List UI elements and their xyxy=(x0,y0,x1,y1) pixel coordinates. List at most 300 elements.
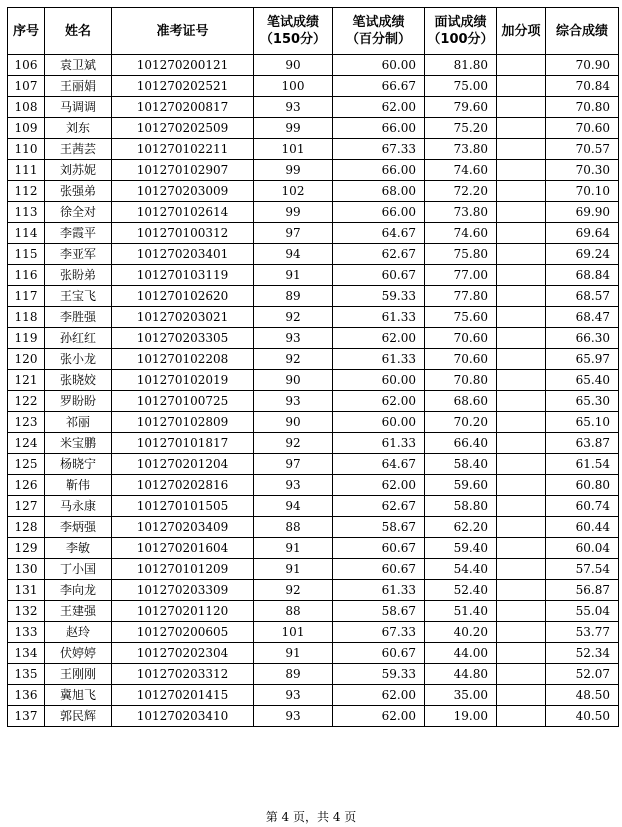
name-cell: 王茜芸 xyxy=(45,139,112,160)
name-cell: 祁丽 xyxy=(45,412,112,433)
written-score-150-cell: 99 xyxy=(254,160,333,181)
interview-score-cell: 77.80 xyxy=(425,286,497,307)
header-ticket-number: 准考证号 xyxy=(112,8,254,55)
seq-cell: 117 xyxy=(8,286,45,307)
written-score-percent-cell: 61.33 xyxy=(333,307,425,328)
table-row xyxy=(8,664,619,685)
ticket-number-cell: 101270201415 xyxy=(112,685,254,706)
interview-score-cell: 35.00 xyxy=(425,685,497,706)
header-bonus: 加分项 xyxy=(497,8,546,55)
header-total-score: 综合成绩 xyxy=(546,8,619,55)
bonus-cell xyxy=(497,223,546,244)
ticket-number-cell: 101270100725 xyxy=(112,391,254,412)
ticket-number-cell: 101270201204 xyxy=(112,454,254,475)
interview-score-cell: 44.80 xyxy=(425,664,497,685)
written-score-150-cell: 91 xyxy=(254,538,333,559)
name-cell: 王宝飞 xyxy=(45,286,112,307)
seq-cell: 108 xyxy=(8,97,45,118)
interview-score-cell: 59.60 xyxy=(425,475,497,496)
seq-cell: 125 xyxy=(8,454,45,475)
bonus-cell xyxy=(497,475,546,496)
score-table xyxy=(7,7,619,727)
seq-cell: 126 xyxy=(8,475,45,496)
interview-score-cell: 40.20 xyxy=(425,622,497,643)
name-cell: 徐全对 xyxy=(45,202,112,223)
name-cell: 赵玲 xyxy=(45,622,112,643)
written-score-percent-cell: 61.33 xyxy=(333,349,425,370)
ticket-number-cell: 101270101505 xyxy=(112,496,254,517)
total-score-cell: 60.04 xyxy=(546,538,619,559)
bonus-cell xyxy=(497,97,546,118)
interview-score-cell: 54.40 xyxy=(425,559,497,580)
written-score-150-cell: 92 xyxy=(254,307,333,328)
table-row xyxy=(8,412,619,433)
ticket-number-cell: 101270102620 xyxy=(112,286,254,307)
bonus-cell xyxy=(497,580,546,601)
written-score-percent-cell: 60.00 xyxy=(333,55,425,76)
name-cell: 郭民辉 xyxy=(45,706,112,727)
seq-cell: 120 xyxy=(8,349,45,370)
written-score-150-cell: 90 xyxy=(254,370,333,391)
ticket-number-cell: 101270202521 xyxy=(112,76,254,97)
name-cell: 马调调 xyxy=(45,97,112,118)
interview-score-cell: 58.40 xyxy=(425,454,497,475)
name-cell: 袁卫斌 xyxy=(45,55,112,76)
header-row xyxy=(8,8,619,55)
interview-score-cell: 70.20 xyxy=(425,412,497,433)
total-score-cell: 70.80 xyxy=(546,97,619,118)
written-score-150-cell: 92 xyxy=(254,349,333,370)
total-score-cell: 60.74 xyxy=(546,496,619,517)
ticket-number-cell: 101270200121 xyxy=(112,55,254,76)
ticket-number-cell: 101270203309 xyxy=(112,580,254,601)
seq-cell: 119 xyxy=(8,328,45,349)
written-score-percent-cell: 60.00 xyxy=(333,370,425,391)
written-score-150-cell: 101 xyxy=(254,139,333,160)
written-score-150-cell: 91 xyxy=(254,265,333,286)
written-score-percent-cell: 67.33 xyxy=(333,622,425,643)
bonus-cell xyxy=(497,601,546,622)
seq-cell: 131 xyxy=(8,580,45,601)
name-cell: 张强弟 xyxy=(45,181,112,202)
name-cell: 张盼弟 xyxy=(45,265,112,286)
written-score-150-cell: 100 xyxy=(254,76,333,97)
seq-cell: 121 xyxy=(8,370,45,391)
header-name: 姓名 xyxy=(45,8,112,55)
total-score-cell: 48.50 xyxy=(546,685,619,706)
written-score-percent-cell: 62.00 xyxy=(333,97,425,118)
written-score-percent-cell: 62.00 xyxy=(333,706,425,727)
written-score-percent-cell: 62.00 xyxy=(333,391,425,412)
written-score-percent-cell: 66.00 xyxy=(333,202,425,223)
bonus-cell xyxy=(497,517,546,538)
table-row xyxy=(8,433,619,454)
header-written-score-percent: 笔试成绩 （百分制） xyxy=(333,8,425,55)
name-cell: 杨晓宁 xyxy=(45,454,112,475)
table-row xyxy=(8,496,619,517)
interview-score-cell: 74.60 xyxy=(425,160,497,181)
bonus-cell xyxy=(497,412,546,433)
seq-cell: 123 xyxy=(8,412,45,433)
ticket-number-cell: 101270102019 xyxy=(112,370,254,391)
written-score-percent-cell: 64.67 xyxy=(333,223,425,244)
interview-score-cell: 73.80 xyxy=(425,139,497,160)
written-score-percent-cell: 64.67 xyxy=(333,454,425,475)
total-score-cell: 57.54 xyxy=(546,559,619,580)
interview-score-cell: 79.60 xyxy=(425,97,497,118)
name-cell: 孙红红 xyxy=(45,328,112,349)
written-score-150-cell: 99 xyxy=(254,118,333,139)
interview-score-cell: 73.80 xyxy=(425,202,497,223)
total-score-cell: 65.97 xyxy=(546,349,619,370)
ticket-number-cell: 101270200605 xyxy=(112,622,254,643)
written-score-percent-cell: 66.67 xyxy=(333,76,425,97)
name-cell: 丁小国 xyxy=(45,559,112,580)
interview-score-cell: 62.20 xyxy=(425,517,497,538)
seq-cell: 122 xyxy=(8,391,45,412)
table-body xyxy=(8,55,619,727)
written-score-150-cell: 93 xyxy=(254,685,333,706)
total-score-cell: 60.44 xyxy=(546,517,619,538)
written-score-150-cell: 90 xyxy=(254,55,333,76)
table-row xyxy=(8,580,619,601)
written-score-150-cell: 99 xyxy=(254,202,333,223)
bonus-cell xyxy=(497,265,546,286)
written-score-percent-cell: 66.00 xyxy=(333,118,425,139)
written-score-150-cell: 89 xyxy=(254,664,333,685)
written-score-percent-cell: 60.67 xyxy=(333,643,425,664)
total-score-cell: 65.40 xyxy=(546,370,619,391)
interview-score-cell: 75.80 xyxy=(425,244,497,265)
written-score-150-cell: 92 xyxy=(254,433,333,454)
name-cell: 王刚刚 xyxy=(45,664,112,685)
bonus-cell xyxy=(497,370,546,391)
name-cell: 张晓姣 xyxy=(45,370,112,391)
table-row xyxy=(8,160,619,181)
written-score-percent-cell: 61.33 xyxy=(333,433,425,454)
name-cell: 冀旭飞 xyxy=(45,685,112,706)
written-score-150-cell: 91 xyxy=(254,559,333,580)
seq-cell: 110 xyxy=(8,139,45,160)
bonus-cell xyxy=(497,307,546,328)
written-score-150-cell: 88 xyxy=(254,517,333,538)
bonus-cell xyxy=(497,349,546,370)
name-cell: 李炳强 xyxy=(45,517,112,538)
written-score-150-cell: 93 xyxy=(254,475,333,496)
bonus-cell xyxy=(497,433,546,454)
page-footer: 第 4 页，共 4 页 xyxy=(265,810,357,824)
total-score-cell: 68.47 xyxy=(546,307,619,328)
written-score-150-cell: 97 xyxy=(254,454,333,475)
written-score-percent-cell: 61.33 xyxy=(333,580,425,601)
ticket-number-cell: 101270203401 xyxy=(112,244,254,265)
seq-cell: 135 xyxy=(8,664,45,685)
total-score-cell: 69.24 xyxy=(546,244,619,265)
total-score-cell: 70.57 xyxy=(546,139,619,160)
bonus-cell xyxy=(497,454,546,475)
table-row xyxy=(8,55,619,76)
seq-cell: 128 xyxy=(8,517,45,538)
total-score-cell: 70.84 xyxy=(546,76,619,97)
total-score-cell: 60.80 xyxy=(546,475,619,496)
header-seq: 序号 xyxy=(8,8,45,55)
table-row xyxy=(8,265,619,286)
bonus-cell xyxy=(497,538,546,559)
total-score-cell: 55.04 xyxy=(546,601,619,622)
written-score-percent-cell: 60.67 xyxy=(333,538,425,559)
interview-score-cell: 70.80 xyxy=(425,370,497,391)
seq-cell: 115 xyxy=(8,244,45,265)
written-score-percent-cell: 60.67 xyxy=(333,559,425,580)
written-score-150-cell: 94 xyxy=(254,496,333,517)
seq-cell: 134 xyxy=(8,643,45,664)
name-cell: 李胜强 xyxy=(45,307,112,328)
ticket-number-cell: 101270203021 xyxy=(112,307,254,328)
bonus-cell xyxy=(497,76,546,97)
ticket-number-cell: 101270201120 xyxy=(112,601,254,622)
table-row xyxy=(8,139,619,160)
ticket-number-cell: 101270103119 xyxy=(112,265,254,286)
written-score-150-cell: 101 xyxy=(254,622,333,643)
name-cell: 李敏 xyxy=(45,538,112,559)
interview-score-cell: 66.40 xyxy=(425,433,497,454)
header-interview-score: 面试成绩 （100分） xyxy=(425,8,497,55)
seq-cell: 137 xyxy=(8,706,45,727)
interview-score-cell: 75.00 xyxy=(425,76,497,97)
bonus-cell xyxy=(497,202,546,223)
interview-score-cell: 70.60 xyxy=(425,328,497,349)
ticket-number-cell: 101270102809 xyxy=(112,412,254,433)
name-cell: 王建强 xyxy=(45,601,112,622)
seq-cell: 130 xyxy=(8,559,45,580)
written-score-percent-cell: 60.67 xyxy=(333,265,425,286)
written-score-percent-cell: 62.67 xyxy=(333,496,425,517)
table-row xyxy=(8,76,619,97)
total-score-cell: 69.64 xyxy=(546,223,619,244)
name-cell: 罗盼盼 xyxy=(45,391,112,412)
total-score-cell: 68.84 xyxy=(546,265,619,286)
table-row xyxy=(8,706,619,727)
bonus-cell xyxy=(497,139,546,160)
ticket-number-cell: 101270203009 xyxy=(112,181,254,202)
interview-score-cell: 19.00 xyxy=(425,706,497,727)
interview-score-cell: 75.60 xyxy=(425,307,497,328)
written-score-150-cell: 93 xyxy=(254,391,333,412)
table-row xyxy=(8,328,619,349)
seq-cell: 129 xyxy=(8,538,45,559)
table-row xyxy=(8,601,619,622)
total-score-cell: 61.54 xyxy=(546,454,619,475)
written-score-percent-cell: 66.00 xyxy=(333,160,425,181)
table-row xyxy=(8,118,619,139)
written-score-percent-cell: 67.33 xyxy=(333,139,425,160)
table-row xyxy=(8,223,619,244)
table-row xyxy=(8,97,619,118)
written-score-percent-cell: 59.33 xyxy=(333,286,425,307)
table-row xyxy=(8,349,619,370)
written-score-150-cell: 90 xyxy=(254,412,333,433)
written-score-150-cell: 94 xyxy=(254,244,333,265)
seq-cell: 127 xyxy=(8,496,45,517)
written-score-percent-cell: 58.67 xyxy=(333,601,425,622)
ticket-number-cell: 101270100312 xyxy=(112,223,254,244)
bonus-cell xyxy=(497,559,546,580)
bonus-cell xyxy=(497,685,546,706)
ticket-number-cell: 101270203305 xyxy=(112,328,254,349)
interview-score-cell: 68.60 xyxy=(425,391,497,412)
written-score-percent-cell: 62.00 xyxy=(333,475,425,496)
total-score-cell: 52.07 xyxy=(546,664,619,685)
name-cell: 李向龙 xyxy=(45,580,112,601)
interview-score-cell: 77.00 xyxy=(425,265,497,286)
total-score-cell: 40.50 xyxy=(546,706,619,727)
written-score-150-cell: 93 xyxy=(254,328,333,349)
header-written-score-150: 笔试成绩 （150分） xyxy=(254,8,333,55)
seq-cell: 112 xyxy=(8,181,45,202)
name-cell: 李亚军 xyxy=(45,244,112,265)
written-score-150-cell: 89 xyxy=(254,286,333,307)
total-score-cell: 63.87 xyxy=(546,433,619,454)
table-row xyxy=(8,517,619,538)
table-row xyxy=(8,286,619,307)
ticket-number-cell: 101270201604 xyxy=(112,538,254,559)
seq-cell: 114 xyxy=(8,223,45,244)
seq-cell: 109 xyxy=(8,118,45,139)
bonus-cell xyxy=(497,244,546,265)
bonus-cell xyxy=(497,328,546,349)
name-cell: 李霞平 xyxy=(45,223,112,244)
interview-score-cell: 52.40 xyxy=(425,580,497,601)
bonus-cell xyxy=(497,118,546,139)
seq-cell: 118 xyxy=(8,307,45,328)
bonus-cell xyxy=(497,391,546,412)
total-score-cell: 68.57 xyxy=(546,286,619,307)
bonus-cell xyxy=(497,181,546,202)
bonus-cell xyxy=(497,286,546,307)
ticket-number-cell: 101270203410 xyxy=(112,706,254,727)
total-score-cell: 69.90 xyxy=(546,202,619,223)
written-score-150-cell: 91 xyxy=(254,643,333,664)
total-score-cell: 70.30 xyxy=(546,160,619,181)
bonus-cell xyxy=(497,496,546,517)
seq-cell: 113 xyxy=(8,202,45,223)
table-row xyxy=(8,538,619,559)
table-row xyxy=(8,622,619,643)
table-row xyxy=(8,559,619,580)
total-score-cell: 65.10 xyxy=(546,412,619,433)
ticket-number-cell: 101270101817 xyxy=(112,433,254,454)
interview-score-cell: 74.60 xyxy=(425,223,497,244)
ticket-number-cell: 101270203409 xyxy=(112,517,254,538)
written-score-150-cell: 93 xyxy=(254,97,333,118)
table-row xyxy=(8,643,619,664)
ticket-number-cell: 101270102208 xyxy=(112,349,254,370)
seq-cell: 133 xyxy=(8,622,45,643)
seq-cell: 107 xyxy=(8,76,45,97)
written-score-percent-cell: 62.67 xyxy=(333,244,425,265)
interview-score-cell: 59.40 xyxy=(425,538,497,559)
interview-score-cell: 51.40 xyxy=(425,601,497,622)
ticket-number-cell: 101270202304 xyxy=(112,643,254,664)
total-score-cell: 70.90 xyxy=(546,55,619,76)
ticket-number-cell: 101270202816 xyxy=(112,475,254,496)
ticket-number-cell: 101270202509 xyxy=(112,118,254,139)
written-score-150-cell: 102 xyxy=(254,181,333,202)
seq-cell: 116 xyxy=(8,265,45,286)
interview-score-cell: 70.60 xyxy=(425,349,497,370)
table-row xyxy=(8,475,619,496)
total-score-cell: 70.60 xyxy=(546,118,619,139)
written-score-percent-cell: 59.33 xyxy=(333,664,425,685)
ticket-number-cell: 101270101209 xyxy=(112,559,254,580)
name-cell: 王丽娟 xyxy=(45,76,112,97)
written-score-150-cell: 93 xyxy=(254,706,333,727)
written-score-percent-cell: 58.67 xyxy=(333,517,425,538)
seq-cell: 111 xyxy=(8,160,45,181)
table-row xyxy=(8,391,619,412)
total-score-cell: 56.87 xyxy=(546,580,619,601)
total-score-cell: 70.10 xyxy=(546,181,619,202)
interview-score-cell: 58.80 xyxy=(425,496,497,517)
total-score-cell: 66.30 xyxy=(546,328,619,349)
ticket-number-cell: 101270203312 xyxy=(112,664,254,685)
bonus-cell xyxy=(497,664,546,685)
name-cell: 张小龙 xyxy=(45,349,112,370)
name-cell: 马永康 xyxy=(45,496,112,517)
total-score-cell: 53.77 xyxy=(546,622,619,643)
table-row xyxy=(8,454,619,475)
bonus-cell xyxy=(497,706,546,727)
seq-cell: 124 xyxy=(8,433,45,454)
total-score-cell: 52.34 xyxy=(546,643,619,664)
written-score-percent-cell: 62.00 xyxy=(333,685,425,706)
name-cell: 刘东 xyxy=(45,118,112,139)
interview-score-cell: 44.00 xyxy=(425,643,497,664)
seq-cell: 106 xyxy=(8,55,45,76)
written-score-percent-cell: 68.00 xyxy=(333,181,425,202)
ticket-number-cell: 101270102211 xyxy=(112,139,254,160)
name-cell: 米宝鹏 xyxy=(45,433,112,454)
written-score-percent-cell: 62.00 xyxy=(333,328,425,349)
interview-score-cell: 81.80 xyxy=(425,55,497,76)
name-cell: 靳伟 xyxy=(45,475,112,496)
written-score-150-cell: 92 xyxy=(254,580,333,601)
written-score-percent-cell: 60.00 xyxy=(333,412,425,433)
interview-score-cell: 72.20 xyxy=(425,181,497,202)
bonus-cell xyxy=(497,55,546,76)
written-score-150-cell: 97 xyxy=(254,223,333,244)
total-score-cell: 65.30 xyxy=(546,391,619,412)
bonus-cell xyxy=(497,643,546,664)
written-score-150-cell: 88 xyxy=(254,601,333,622)
bonus-cell xyxy=(497,160,546,181)
name-cell: 刘苏妮 xyxy=(45,160,112,181)
bonus-cell xyxy=(497,622,546,643)
table-row xyxy=(8,307,619,328)
table-row xyxy=(8,370,619,391)
name-cell: 伏婷婷 xyxy=(45,643,112,664)
seq-cell: 132 xyxy=(8,601,45,622)
ticket-number-cell: 101270200817 xyxy=(112,97,254,118)
table-row xyxy=(8,181,619,202)
table-row xyxy=(8,244,619,265)
ticket-number-cell: 101270102614 xyxy=(112,202,254,223)
interview-score-cell: 75.20 xyxy=(425,118,497,139)
seq-cell: 136 xyxy=(8,685,45,706)
ticket-number-cell: 101270102907 xyxy=(112,160,254,181)
table-row xyxy=(8,202,619,223)
table-row xyxy=(8,685,619,706)
